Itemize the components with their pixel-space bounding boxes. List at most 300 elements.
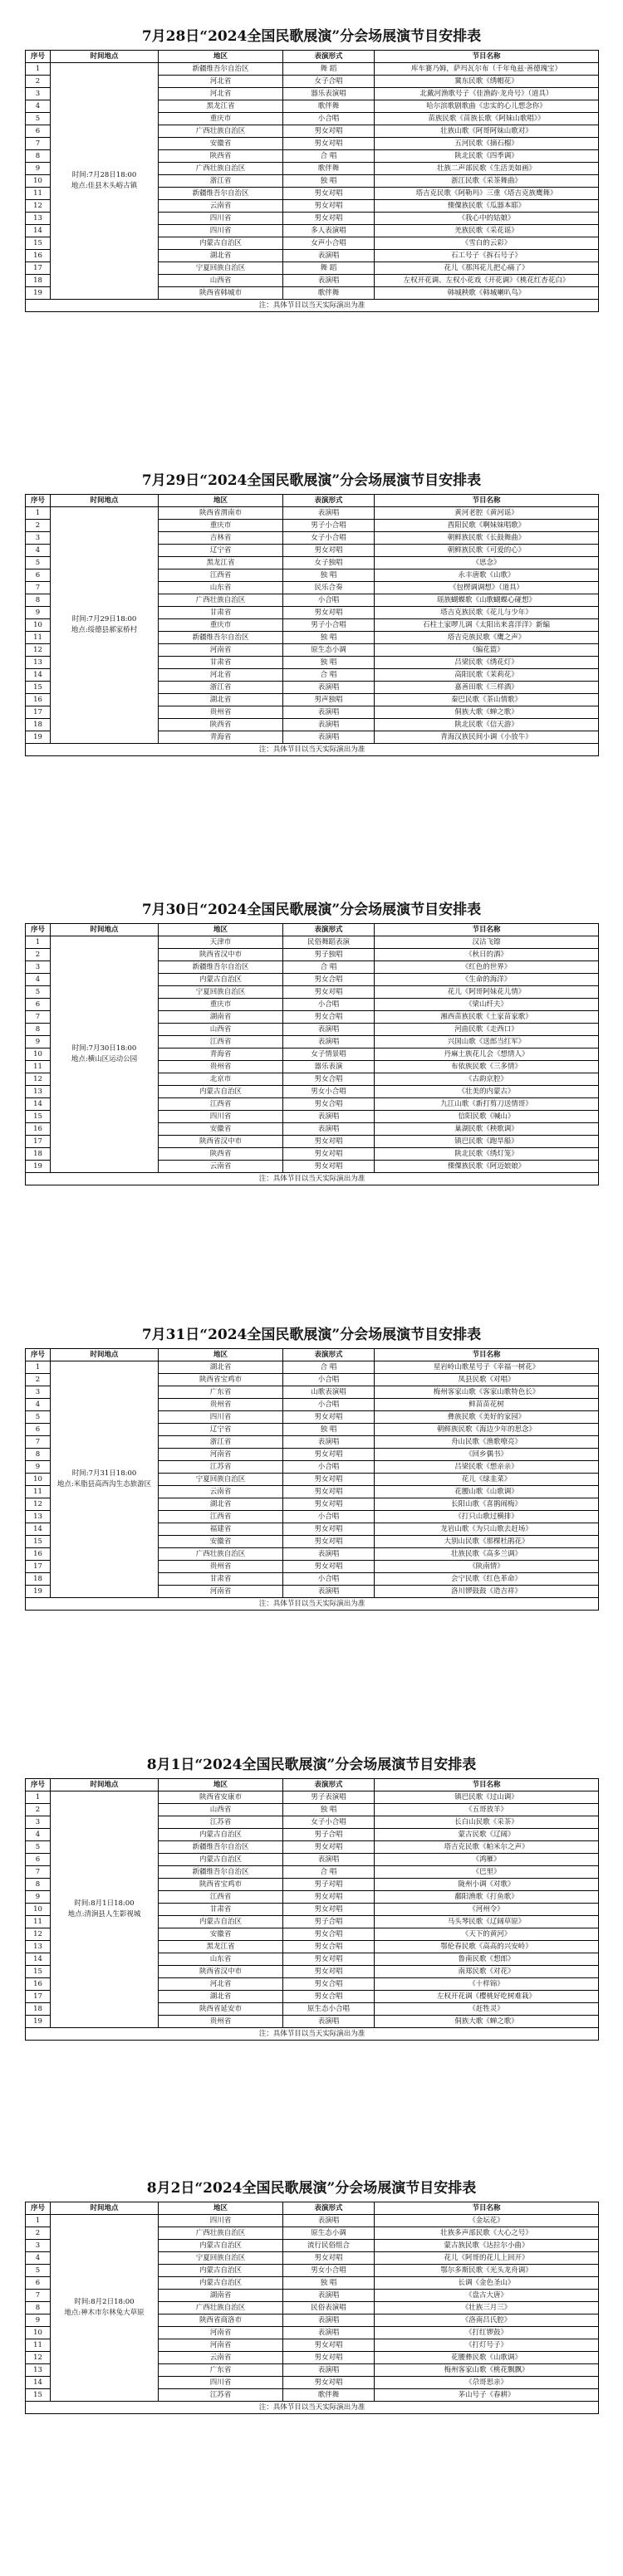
- row-number: 8: [26, 1024, 51, 1036]
- row-number: 11: [26, 2339, 51, 2352]
- header-row: [26, 2202, 599, 2215]
- program-name-cell: 巢湖民歌《秧歌调》: [375, 1123, 599, 1136]
- program-name-cell: 丹麻土族花儿会《想情人》: [375, 1048, 599, 1061]
- performance-form-cell: 男子对唱: [283, 1879, 375, 1891]
- program-name-cell: 洛川锣鼓鼓《造吉祥》: [375, 1586, 599, 1598]
- program-name-cell: 兴国山歌《送郎当红军》: [375, 1036, 599, 1048]
- row-number: 11: [26, 1486, 51, 1498]
- performance-form-cell: 民乐合奏: [283, 582, 375, 594]
- program-name-cell: 高阳民歌《茉莉花》: [375, 669, 599, 682]
- program-name-cell: 《尕哥思亲》: [375, 2377, 599, 2389]
- performance-form-cell: 男女对唱: [283, 1411, 375, 1424]
- program-name-cell: 壮族民歌《高多兰调》: [375, 1548, 599, 1561]
- performance-form-cell: 男女合唱: [283, 1991, 375, 2003]
- program-name-cell: 花腰山歌《山歌调》: [375, 1486, 599, 1498]
- table-row: [26, 936, 599, 949]
- schedule-section: [25, 2175, 598, 2414]
- performance-form-cell: 器乐表演唱: [283, 88, 375, 100]
- program-name-cell: 左权开花调《樱桃好吃树难栽》: [375, 1991, 599, 2003]
- program-name-cell: 塔吉克民歌《阿勒玛》三重《塔吉克族鹰舞》: [375, 188, 599, 200]
- performance-form-cell: 多人表演唱: [283, 225, 375, 237]
- program-name-cell: 库车赛乃姆，萨玛瓦尔布（千年龟兹·善德瑰宝）: [375, 63, 599, 76]
- row-number: 6: [26, 569, 51, 582]
- region-cell: 陕西省韩城市: [159, 287, 283, 300]
- region-cell: 甘肃省: [159, 607, 283, 619]
- region-cell: 四川省: [159, 1111, 283, 1123]
- region-cell: 广西壮族自治区: [159, 163, 283, 175]
- program-name-cell: 会宁民歌《红色革命》: [375, 1573, 599, 1586]
- row-number: 12: [26, 200, 51, 213]
- program-name-cell: 彝族民歌《美好的家园》: [375, 1411, 599, 1424]
- row-number: 18: [26, 719, 51, 731]
- header-row: [26, 495, 599, 507]
- performance-form-cell: 男女对唱: [283, 1486, 375, 1498]
- program-name-cell: 龙岩山歌《为只山歌去赶场》: [375, 1523, 599, 1536]
- table-row: [26, 2215, 599, 2227]
- region-cell: 安徽省: [159, 1928, 283, 1941]
- region-cell: 广东省: [159, 1386, 283, 1399]
- region-cell: 河南省: [159, 644, 283, 657]
- time-location-cell: 时间:7月31日18:00 地点:米脂县高西沟生态旅游区: [51, 1361, 159, 1598]
- performance-form-cell: 独 唱: [283, 1424, 375, 1436]
- region-cell: 安徽省: [159, 1123, 283, 1136]
- column-header: 地区: [159, 2202, 283, 2215]
- row-number: 18: [26, 1148, 51, 1161]
- program-name-cell: 韩城秧歌《韩城喇叭鸟》: [375, 287, 599, 300]
- region-cell: 新疆维吾尔自治区: [159, 63, 283, 76]
- section-title: 8月1日“2024全国民歌展演”分会场展演节目安排表: [146, 1757, 477, 1773]
- row-number: 1: [26, 936, 51, 949]
- note-row: [26, 1598, 599, 1611]
- program-name-cell: 《壮美的内蒙古》: [375, 1086, 599, 1098]
- header-row: [26, 1349, 599, 1361]
- performance-form-cell: 男女合唱: [283, 974, 375, 986]
- row-number: 7: [26, 138, 51, 150]
- column-header: 地区: [159, 1779, 283, 1791]
- performance-form-cell: 男女合唱: [283, 1073, 375, 1086]
- performance-form-cell: 男女合唱: [283, 1978, 375, 1991]
- performance-form-cell: 原生态小调: [283, 644, 375, 657]
- region-cell: 山东省: [159, 1953, 283, 1966]
- performance-form-cell: 男女对唱: [283, 1966, 375, 1978]
- region-cell: 内蒙古自治区: [159, 974, 283, 986]
- performance-form-cell: 女子情景唱: [283, 1048, 375, 1061]
- row-number: 1: [26, 63, 51, 76]
- row-number: 9: [26, 163, 51, 175]
- region-cell: 山西省: [159, 1804, 283, 1816]
- region-cell: 四川省: [159, 1411, 283, 1424]
- region-cell: 山西省: [159, 275, 283, 287]
- column-header: 表演形式: [283, 1349, 375, 1361]
- region-cell: 云南省: [159, 1161, 283, 1173]
- program-name-cell: 傈僳族民歌《瓜器本耶》: [375, 200, 599, 213]
- time-location-cell: 时间:8月1日18:00 地点:清涧县人生影视城: [51, 1791, 159, 2028]
- row-number: 6: [26, 1424, 51, 1436]
- column-header: 时间地点: [51, 51, 159, 63]
- region-cell: 浙江省: [159, 175, 283, 188]
- region-cell: 内蒙古自治区: [159, 2265, 283, 2277]
- row-number: 6: [26, 999, 51, 1011]
- row-number: 8: [26, 594, 51, 607]
- row-number: 3: [26, 1816, 51, 1829]
- performance-form-cell: 男女对唱: [283, 545, 375, 557]
- row-number: 14: [26, 1523, 51, 1536]
- row-number: 11: [26, 1916, 51, 1928]
- region-cell: 广西壮族自治区: [159, 1548, 283, 1561]
- time-location-cell: 时间:7月30日18:00 地点:横山区运动公园: [51, 936, 159, 1173]
- row-number: 14: [26, 225, 51, 237]
- row-number: 13: [26, 2364, 51, 2377]
- performance-form-cell: 表演唱: [283, 731, 375, 744]
- column-header: 序号: [26, 51, 51, 63]
- note-row: [26, 1173, 599, 1185]
- program-name-cell: 花儿《绿韭菜》: [375, 1474, 599, 1486]
- section-title: 7月31日“2024全国民歌展演”分会场展演节目安排表: [141, 1327, 482, 1343]
- region-cell: 云南省: [159, 2352, 283, 2364]
- region-cell: 浙江省: [159, 682, 283, 694]
- table-note: 注：具体节目以当天实际演出为准: [26, 300, 599, 312]
- row-number: 12: [26, 1928, 51, 1941]
- column-header: 序号: [26, 495, 51, 507]
- row-number: 5: [26, 1841, 51, 1854]
- row-number: 7: [26, 582, 51, 594]
- program-name-cell: 《包楞调调想》（道具）: [375, 582, 599, 594]
- column-header: 节目名称: [375, 51, 599, 63]
- row-number: 3: [26, 532, 51, 545]
- performance-form-cell: 歌伴舞: [283, 163, 375, 175]
- program-name-cell: 长调《金色圣山》: [375, 2277, 599, 2290]
- performance-form-cell: 舞 蹈: [283, 63, 375, 76]
- region-cell: 新疆维吾尔自治区: [159, 632, 283, 644]
- program-name-cell: 壮族多声部民歌《大心之号》: [375, 2227, 599, 2240]
- program-name-cell: 《秋日的酒》: [375, 949, 599, 961]
- column-header: 序号: [26, 924, 51, 936]
- region-cell: 陕西省汉中市: [159, 1966, 283, 1978]
- section-title: 7月30日“2024全国民歌展演”分会场展演节目安排表: [141, 902, 482, 918]
- performance-form-cell: 民俗表演唱: [283, 2302, 375, 2314]
- row-number: 15: [26, 682, 51, 694]
- performance-form-cell: 合 唱: [283, 669, 375, 682]
- column-header: 地区: [159, 495, 283, 507]
- performance-form-cell: 表演唱: [283, 2290, 375, 2302]
- region-cell: 浙江省: [159, 1436, 283, 1449]
- performance-form-cell: 表演唱: [283, 1586, 375, 1598]
- region-cell: 河北省: [159, 76, 283, 88]
- column-header: 节目名称: [375, 1779, 599, 1791]
- column-header: 表演形式: [283, 1779, 375, 1791]
- region-cell: 甘肃省: [159, 1904, 283, 1916]
- performance-form-cell: 合 唱: [283, 150, 375, 163]
- region-cell: 河北省: [159, 88, 283, 100]
- column-header: 地区: [159, 1349, 283, 1361]
- performance-form-cell: 男女对唱: [283, 1161, 375, 1173]
- table-row: [26, 507, 599, 520]
- performance-form-cell: 男女对唱: [283, 1841, 375, 1854]
- row-number: 12: [26, 1498, 51, 1511]
- program-name-cell: 鲁南民歌《想郎》: [375, 1953, 599, 1966]
- row-number: 13: [26, 213, 51, 225]
- performance-form-cell: 男女对唱: [283, 986, 375, 999]
- performance-form-cell: 表演唱: [283, 1548, 375, 1561]
- performance-form-cell: 歌伴舞: [283, 2389, 375, 2402]
- performance-form-cell: 表演唱: [283, 1854, 375, 1866]
- region-cell: 辽宁省: [159, 545, 283, 557]
- schedule-table: [25, 50, 599, 312]
- performance-form-cell: 原生态小调: [283, 2227, 375, 2240]
- column-header: 时间地点: [51, 2202, 159, 2215]
- performance-form-cell: 男女对唱: [283, 2339, 375, 2352]
- program-name-cell: 《思念》: [375, 557, 599, 569]
- table-note: 注：具体节目以当天实际演出为准: [26, 2028, 599, 2041]
- program-name-cell: 汉沽飞镲: [375, 936, 599, 949]
- performance-form-cell: 男女对唱: [283, 1136, 375, 1148]
- program-name-cell: 傈僳族民歌《阿迈娘娘》: [375, 1161, 599, 1173]
- row-number: 8: [26, 2302, 51, 2314]
- program-name-cell: 《金坛花》: [375, 2215, 599, 2227]
- performance-form-cell: 合 唱: [283, 961, 375, 974]
- program-name-cell: 秦巴民歌《茶山情歌》: [375, 694, 599, 706]
- program-name-cell: 镇巴民歌《跑旱船》: [375, 1136, 599, 1148]
- row-number: 9: [26, 1461, 51, 1474]
- row-number: 18: [26, 275, 51, 287]
- performance-form-cell: 合 唱: [283, 1866, 375, 1879]
- row-number: 14: [26, 669, 51, 682]
- program-name-cell: 哈尔滨歌剧歌曲《忠实的心儿想念你》: [375, 100, 599, 113]
- performance-form-cell: 男女对唱: [283, 1148, 375, 1161]
- row-number: 12: [26, 644, 51, 657]
- program-name-cell: 《打只山歌过横排》: [375, 1511, 599, 1523]
- performance-form-cell: 男女对唱: [283, 125, 375, 138]
- row-number: 4: [26, 1399, 51, 1411]
- column-header: 序号: [26, 2202, 51, 2215]
- schedule-table: [25, 2202, 599, 2414]
- row-number: 5: [26, 986, 51, 999]
- program-name-cell: 瑶族蝴蝶歌《山歌蝴蝶心碰想》: [375, 594, 599, 607]
- row-number: 14: [26, 2377, 51, 2389]
- row-number: 14: [26, 1953, 51, 1966]
- header-row: [26, 1779, 599, 1791]
- program-name-cell: 永丰唐歌《山歌》: [375, 569, 599, 582]
- program-name-cell: 壮族山歌《阿哥阿妹山歌对》: [375, 125, 599, 138]
- region-cell: 贵州省: [159, 706, 283, 719]
- performance-form-cell: 独 唱: [283, 175, 375, 188]
- performance-form-cell: 女声小合唱: [283, 237, 375, 250]
- program-name-cell: 镇巴民歌《过山调》: [375, 1791, 599, 1804]
- row-number: 11: [26, 188, 51, 200]
- region-cell: 河南省: [159, 1586, 283, 1598]
- row-number: 16: [26, 694, 51, 706]
- region-cell: 重庆市: [159, 113, 283, 125]
- region-cell: 北京市: [159, 1073, 283, 1086]
- performance-form-cell: 男女对唱: [283, 1561, 375, 1573]
- performance-form-cell: 男女合唱: [283, 1011, 375, 1024]
- performance-form-cell: 表演唱: [283, 2364, 375, 2377]
- header-row: [26, 51, 599, 63]
- performance-form-cell: 男女对唱: [283, 138, 375, 150]
- table-row: [26, 1361, 599, 1374]
- row-number: 13: [26, 1511, 51, 1523]
- program-name-cell: 鄂伦春民歌《高高的兴安岭》: [375, 1941, 599, 1953]
- performance-form-cell: 男女对唱: [283, 2377, 375, 2389]
- region-cell: 内蒙古自治区: [159, 2277, 283, 2290]
- performance-form-cell: 器乐表演: [283, 1061, 375, 1073]
- row-number: 1: [26, 1361, 51, 1374]
- row-number: 13: [26, 657, 51, 669]
- column-header: 节目名称: [375, 924, 599, 936]
- program-name-cell: 蒙古族民歌《达拉尔小曲》: [375, 2240, 599, 2252]
- performance-form-cell: 表演唱: [283, 2327, 375, 2339]
- region-cell: 内蒙古自治区: [159, 1916, 283, 1928]
- performance-form-cell: 小合唱: [283, 1374, 375, 1386]
- region-cell: 陕西省延安市: [159, 2003, 283, 2016]
- program-name-cell: 河曲民歌《走西口》: [375, 1024, 599, 1036]
- program-name-cell: 《古韵京腔》: [375, 1073, 599, 1086]
- column-header: 节目名称: [375, 1349, 599, 1361]
- program-name-cell: 吕梁民歌《绣花灯》: [375, 657, 599, 669]
- schedule-table: [25, 1348, 599, 1611]
- row-number: 18: [26, 2003, 51, 2016]
- row-number: 9: [26, 1036, 51, 1048]
- region-cell: 新疆维吾尔自治区: [159, 961, 283, 974]
- program-name-cell: 朝鲜族民歌《可爱的心》: [375, 545, 599, 557]
- performance-form-cell: 女子小合唱: [283, 532, 375, 545]
- program-name-cell: 陕北民歌《信天游》: [375, 719, 599, 731]
- program-name-cell: 朝鲜族民歌《长鼓舞曲》: [375, 532, 599, 545]
- performance-form-cell: 合 唱: [283, 1361, 375, 1374]
- row-number: 15: [26, 2389, 51, 2402]
- region-cell: 黑龙江省: [159, 557, 283, 569]
- performance-form-cell: 小合唱: [283, 999, 375, 1011]
- row-number: 6: [26, 1854, 51, 1866]
- row-number: 16: [26, 1978, 51, 1991]
- region-cell: 广西壮族自治区: [159, 125, 283, 138]
- performance-form-cell: 流行民俗组合: [283, 2240, 375, 2252]
- region-cell: 内蒙古自治区: [159, 2240, 283, 2252]
- region-cell: 四川省: [159, 213, 283, 225]
- column-header: 表演形式: [283, 51, 375, 63]
- region-cell: 宁夏回族自治区: [159, 1474, 283, 1486]
- program-name-cell: 壮族二声部民歌《生活美如画》: [375, 163, 599, 175]
- region-cell: 青海省: [159, 1048, 283, 1061]
- performance-form-cell: 男女对唱: [283, 1523, 375, 1536]
- program-name-cell: 花儿《那洱花儿把心痛了》: [375, 262, 599, 275]
- schedule-table: [25, 494, 599, 756]
- region-cell: 安徽省: [159, 138, 283, 150]
- region-cell: 陕西省: [159, 150, 283, 163]
- performance-form-cell: 男女对唱: [283, 1498, 375, 1511]
- row-number: 10: [26, 175, 51, 188]
- performance-form-cell: 男子合唱: [283, 1916, 375, 1928]
- performance-form-cell: 小合唱: [283, 1461, 375, 1474]
- row-number: 10: [26, 1048, 51, 1061]
- performance-form-cell: 男女对唱: [283, 188, 375, 200]
- program-name-cell: 《天下的黄河》: [375, 1928, 599, 1941]
- row-number: 19: [26, 287, 51, 300]
- performance-form-cell: 男女对唱: [283, 1536, 375, 1548]
- performance-form-cell: 男女合唱: [283, 1098, 375, 1111]
- region-cell: 天津市: [159, 936, 283, 949]
- region-cell: 河南省: [159, 1449, 283, 1461]
- program-name-cell: 九江山歌《新打剪刀送情哥》: [375, 1098, 599, 1111]
- row-number: 2: [26, 1374, 51, 1386]
- row-number: 9: [26, 607, 51, 619]
- program-name-cell: 鄱阳渔歌《打鱼歌》: [375, 1891, 599, 1904]
- region-cell: 江苏省: [159, 1816, 283, 1829]
- performance-form-cell: 男子合唱: [283, 1829, 375, 1841]
- region-cell: 陕西省: [159, 719, 283, 731]
- region-cell: 江西省: [159, 1036, 283, 1048]
- program-name-cell: 《打红锣鼓》: [375, 2327, 599, 2339]
- region-cell: 广东省: [159, 2364, 283, 2377]
- row-number: 5: [26, 2265, 51, 2277]
- row-number: 19: [26, 1586, 51, 1598]
- performance-form-cell: 男女小合唱: [283, 1086, 375, 1098]
- performance-form-cell: 山歌表演唱: [283, 1386, 375, 1399]
- row-number: 13: [26, 1941, 51, 1953]
- performance-form-cell: 歌伴舞: [283, 287, 375, 300]
- performance-form-cell: 独 唱: [283, 657, 375, 669]
- row-number: 1: [26, 2215, 51, 2227]
- region-cell: 宁夏回族自治区: [159, 2252, 283, 2265]
- program-name-cell: 南郑民歌《对花》: [375, 1966, 599, 1978]
- program-name-cell: 朝鲜族民歌《海边少年的思念》: [375, 1424, 599, 1436]
- region-cell: 辽宁省: [159, 1424, 283, 1436]
- row-number: 2: [26, 949, 51, 961]
- row-number: 6: [26, 125, 51, 138]
- column-header: 节目名称: [375, 495, 599, 507]
- row-number: 10: [26, 1904, 51, 1916]
- row-number: 16: [26, 1548, 51, 1561]
- program-name-cell: 冀东民歌《绣帽花》: [375, 76, 599, 88]
- region-cell: 山东省: [159, 582, 283, 594]
- performance-form-cell: 小合唱: [283, 1573, 375, 1586]
- table-note: 注：具体节目以当天实际演出为准: [26, 744, 599, 756]
- row-number: 14: [26, 1098, 51, 1111]
- region-cell: 陕西省汉中市: [159, 949, 283, 961]
- performance-form-cell: 表演唱: [283, 1436, 375, 1449]
- row-number: 9: [26, 2314, 51, 2327]
- region-cell: 江苏省: [159, 1461, 283, 1474]
- program-name-cell: 塔吉克族民歌《鹰之声》: [375, 632, 599, 644]
- performance-form-cell: 小合唱: [283, 1511, 375, 1523]
- row-number: 4: [26, 2252, 51, 2265]
- section-title: 7月29日“2024全国民歌展演”分会场展演节目安排表: [141, 472, 482, 489]
- performance-form-cell: 男女对唱: [283, 1474, 375, 1486]
- performance-form-cell: 表演唱: [283, 2314, 375, 2327]
- region-cell: 湖北省: [159, 250, 283, 262]
- row-number: 15: [26, 237, 51, 250]
- column-header: 序号: [26, 1779, 51, 1791]
- program-name-cell: 塔吉克族民歌《花儿与少年》: [375, 607, 599, 619]
- performance-form-cell: 男女对唱: [283, 213, 375, 225]
- program-name-cell: 侗族大歌《蝉之歌》: [375, 2016, 599, 2028]
- region-cell: 新疆维吾尔自治区: [159, 1866, 283, 1879]
- region-cell: 黑龙江省: [159, 1941, 283, 1953]
- row-number: 15: [26, 1536, 51, 1548]
- row-number: 17: [26, 1991, 51, 2003]
- region-cell: 湖南省: [159, 1011, 283, 1024]
- program-name-cell: 《梁山纤夫》: [375, 999, 599, 1011]
- row-number: 10: [26, 1474, 51, 1486]
- program-name-cell: 信阳民歌《喊山》: [375, 1111, 599, 1123]
- performance-form-cell: 男女对唱: [283, 1449, 375, 1461]
- performance-form-cell: 女子小合唱: [283, 1816, 375, 1829]
- row-number: 19: [26, 2016, 51, 2028]
- performance-form-cell: 男女对唱: [283, 200, 375, 213]
- region-cell: 四川省: [159, 225, 283, 237]
- region-cell: 青海省: [159, 731, 283, 744]
- row-number: 8: [26, 1879, 51, 1891]
